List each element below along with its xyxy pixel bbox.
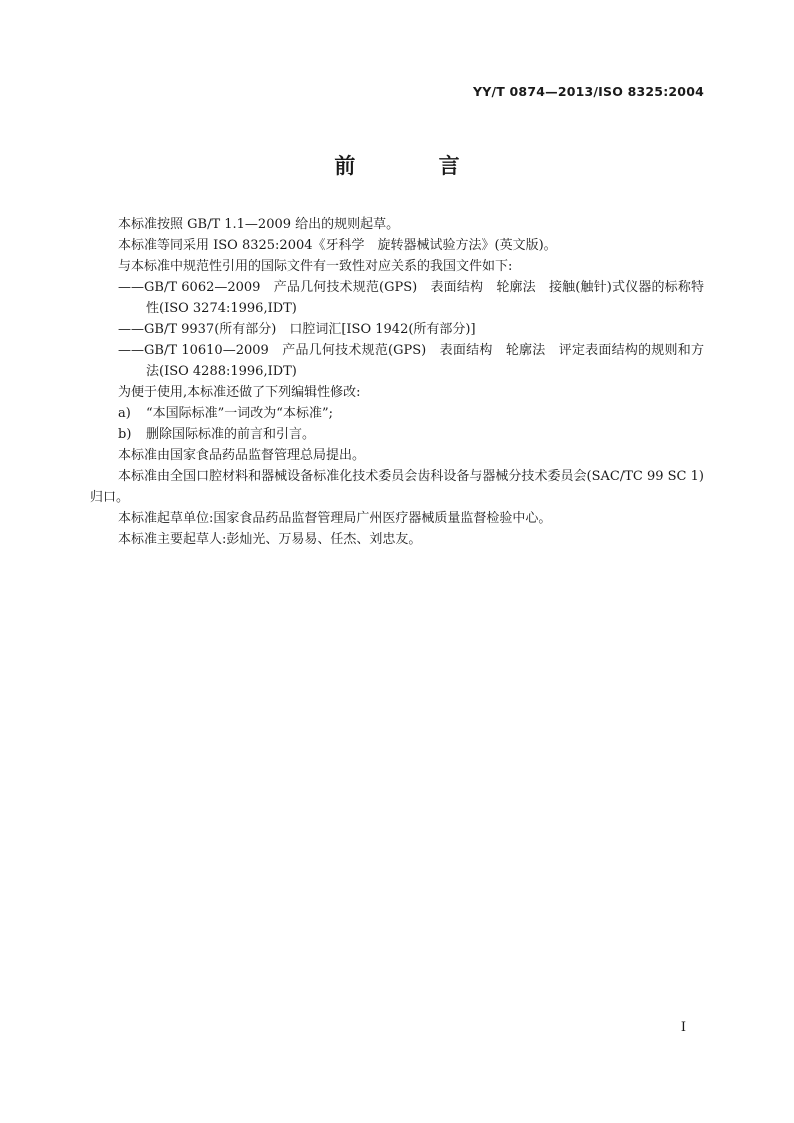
paragraph-editorial-intro: 为便于使用,本标准还做了下列编辑性修改: — [118, 385, 361, 400]
paragraph-adoption: 本标准等同采用 ISO 8325:2004《牙科学 旋转器械试验方法》(英文版)。 — [118, 238, 557, 253]
reference-item-gbt6062: ——GB/T 6062—2009 产品几何技术规范(GPS) 表面结构 轮廓法 接触(触针)式仪器的标称特性(ISO 3274:1996,IDT) — [118, 280, 704, 316]
page-title: 前 言 — [334, 154, 498, 178]
list-item-a — [90, 403, 704, 424]
list-item-b — [90, 424, 704, 445]
foreword-body — [90, 214, 704, 550]
reference-item-gbt10610: ——GB/T 10610—2009 产品几何技术规范(GPS) 表面结构 轮廓法 评定表面结构的规则和方法(ISO 4288:1996,IDT) — [118, 343, 704, 379]
paragraph-drafting-rules: 本标准按照 GB/T 1.1—2009 给出的规则起草。 — [118, 217, 400, 232]
standard-code: YY/T 0874—2013/ISO 8325:2004 — [472, 84, 704, 99]
paragraph-references-intro: 与本标准中规范性引用的国际文件有一致性对应关系的我国文件如下: — [118, 259, 513, 274]
list-text-a: “本国际标准”一词改为“本标准”; — [146, 406, 333, 421]
paragraph-drafters: 本标准主要起草人:彭灿光、万易易、任杰、刘忠友。 — [118, 532, 422, 547]
page-number: I — [680, 1020, 686, 1035]
paragraph-drafting-unit: 本标准起草单位:国家食品药品监督管理局广州医疗器械质量监督检验中心。 — [118, 511, 552, 526]
paragraph-proposed-by: 本标准由国家食品药品监督管理总局提出。 — [118, 448, 366, 463]
list-text-b: 删除国际标准的前言和引言。 — [146, 427, 316, 442]
list-marker-b: b) — [118, 427, 132, 442]
paragraph-centralized-by: 本标准由全国口腔材料和器械设备标准化技术委员会齿科设备与器械分技术委员会(SAC/TC 99 SC 1)归口。 — [90, 469, 704, 505]
list-marker-a: a) — [118, 406, 131, 421]
reference-item-gbt9937: ——GB/T 9937(所有部分) 口腔词汇[ISO 1942(所有部分)] — [118, 322, 476, 337]
